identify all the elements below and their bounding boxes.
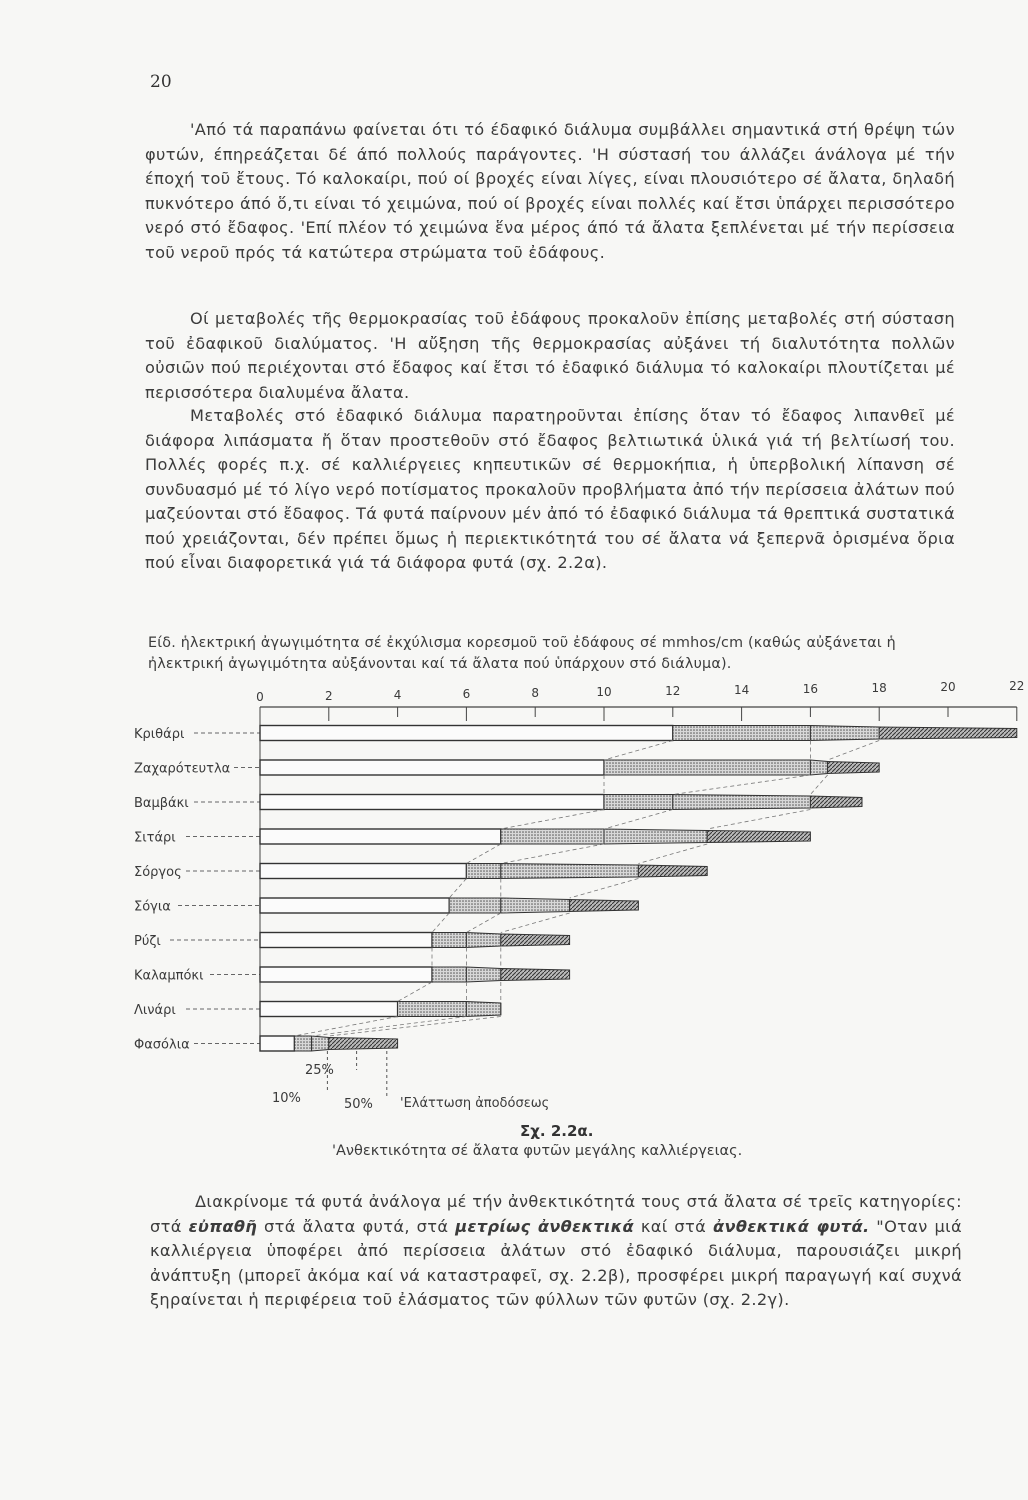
threshold-connector bbox=[312, 1017, 467, 1037]
threshold-connector bbox=[604, 741, 673, 761]
threshold-connector bbox=[673, 775, 811, 795]
x-tick-label: 18 bbox=[871, 681, 887, 695]
bar-segment-10-25 bbox=[398, 1002, 467, 1017]
page-number: 20 bbox=[150, 72, 172, 92]
paragraph-4-c: καί στά bbox=[634, 1216, 713, 1236]
paragraph-4-b: στά ἄλατα φυτά, στά bbox=[257, 1216, 456, 1236]
bar-segment-10-25 bbox=[432, 967, 466, 982]
bar-segment-50-100 bbox=[638, 865, 707, 877]
threshold-connector bbox=[329, 1017, 501, 1037]
bar-segment-50-100 bbox=[828, 762, 880, 774]
paragraph-4-em-tolerant: ἀνθεκτικά φυτά. bbox=[713, 1216, 870, 1236]
threshold-connector bbox=[828, 741, 880, 761]
bar-segment-10-25 bbox=[466, 864, 500, 879]
threshold-connector bbox=[570, 879, 639, 899]
bar-segment-0-10 bbox=[260, 933, 432, 948]
bar-segment-10-25 bbox=[673, 726, 811, 741]
paragraph-1-text: 'Από τά παραπάνω φαίνεται ότι τό έδαφικό διάλυμα συμβάλλει σημαντικά στή θρέψη τών φυτών, έπηρεάζεται δέ άπό πολλούς παράγοντες. 'Η σύστασή του άλλάζει άνάλογα μέ τήν έποχή τοῦ ἔτους. Τό καλοκαίρι, πού οί βροχές είναι λίγες, είναι πλουσιότερο σέ ἄλατα, δηλαδή πυκνότερο άπό ὅ,τι είναι τό χειμώνα, πού οί βροχές είναι πολλές καί ἔτσι ὑπάρχει περισσότερο νερό στό ἔδαφος. 'Επί πλέον τό χειμώνα ἕνα μέρος άπό τά ἄλατα ξεπλένεται μέ τήν περίσσεια τοῦ νεροῦ πρός τά κατώτερα στρώματα τοῦ ἐδάφους. bbox=[145, 120, 955, 262]
bar-segment-10-25 bbox=[604, 760, 810, 775]
bar-segment-25-50 bbox=[466, 967, 500, 982]
bar-segment-25-50 bbox=[501, 898, 570, 913]
bar-segment-25-50 bbox=[810, 726, 879, 741]
bar-segment-25-50 bbox=[604, 829, 707, 844]
threshold-connector bbox=[449, 879, 466, 899]
x-tick-label: 6 bbox=[462, 687, 471, 701]
threshold-connector bbox=[501, 810, 604, 830]
x-tick-label: 20 bbox=[940, 680, 956, 694]
bar-segment-50-100 bbox=[501, 934, 570, 946]
x-tick-label: 8 bbox=[531, 686, 540, 700]
bar-segment-50-100 bbox=[570, 900, 639, 912]
threshold-connector bbox=[466, 913, 500, 933]
bar-segment-50-100 bbox=[810, 796, 862, 808]
figure-caption: 'Ανθεκτικότητα σέ ἄλατα φυτῶν μεγάλης καλλιέργειας. bbox=[332, 1143, 743, 1159]
legend-reduction-label: 'Ελάττωση ἀποδόσεως bbox=[400, 1096, 550, 1111]
bar-segment-25-50 bbox=[312, 1036, 329, 1051]
x-tick-label: 14 bbox=[733, 683, 750, 697]
category-label: Βαμβάκι bbox=[134, 796, 189, 811]
category-label: Σιτάρι bbox=[134, 830, 176, 846]
category-label: Καλαμπόκι bbox=[134, 968, 204, 984]
legend-label-10: 10% bbox=[272, 1091, 301, 1106]
threshold-connector bbox=[810, 775, 827, 795]
x-tick-label: 16 bbox=[802, 682, 819, 696]
threshold-connector bbox=[501, 844, 604, 864]
category-label: Κριθάρι bbox=[134, 727, 185, 742]
threshold-connector bbox=[501, 913, 570, 933]
category-label: Λινάρι bbox=[134, 1003, 176, 1018]
bar-segment-0-10 bbox=[260, 967, 432, 982]
paragraph-4-em-moderate: μετρίως ἀνθεκτικά bbox=[455, 1216, 635, 1236]
bar-segment-0-10 bbox=[260, 726, 673, 741]
paragraph-3-text: Μεταβολές στό ἐδαφικό διάλυμα παρατηροῦνται ἐπίσης ὅταν τό ἔδαφος λιπανθεῖ μέ διάφορα λιπάσματα ἤ ὅταν προστεθοῦν στό ἔδαφος βελτιωτικά ὑλικά γιά τή βελτίωσή του. Πολλές φορές π.χ. σέ καλλιέργειες κηπευτικῶν σέ θερμοκήπια, ἡ ὑπερβολική λίπανση σέ συνδυασμό μέ τό λίγο νερό ποτίσματος προκαλοῦν προβλήματα ἀπό τήν περίσσεια ἀλάτων πού μαζεύονται στό ἔδαφος. Τά φυτά παίρνουν μέν ἀπό τό ἐδαφικό διάλυμα τά θρεπτικά συστατικά πού χρειάζονται, δέν πρέπει ὅμως ἡ περιεκτικότητά του σέ ἄλατα νά ξεπερνᾶ ὁρισμένα ὅρια πού εἶναι διαφορετικά γιά τά διάφορα φυτά (σχ. 2.2α). bbox=[145, 406, 955, 572]
figure-label: Σχ. 2.2α. bbox=[520, 1122, 594, 1140]
paragraph-4-d: "Οταν μιά καλλιέργεια ὑποφέρει ἀπό περίσσεια ἀλάτων στό ἐδαφικό διάλυμα, παρουσιάζει μικρή ἀνάπτυξη (μπορεῖ ἀκόμα καί νά καταστραφεῖ, σχ. 2.2β), προσφέρει μικρή παραγωγή καί συχνά ξηραίνεται ἡ περιφέρεια τοῦ ἐλάσματος τῶν φύλλων τῶν φυτῶν (σχ. 2.2γ). bbox=[150, 1216, 963, 1309]
threshold-connector bbox=[466, 844, 500, 864]
x-tick-label: 0 bbox=[256, 690, 264, 704]
bar-segment-10-25 bbox=[604, 795, 673, 810]
threshold-connector bbox=[398, 982, 432, 1002]
category-label: Ζαχαρότευτλα bbox=[134, 761, 231, 777]
bar-segment-25-50 bbox=[466, 933, 500, 948]
category-label: Σόγια bbox=[134, 899, 171, 915]
legend-label-50: 50% bbox=[344, 1097, 373, 1112]
legend-label-25: 25% bbox=[305, 1063, 334, 1078]
bar-segment-50-100 bbox=[501, 969, 570, 981]
bar-segment-0-10 bbox=[260, 898, 449, 913]
bar-segment-0-10 bbox=[260, 795, 604, 810]
bar-segment-10-25 bbox=[501, 829, 604, 844]
chart-axis-caption: Είδ. ἡλεκτρική ἀγωγιμότητα σέ ἐκχύλισμα κορεσμοῦ τοῦ ἐδάφους σέ mmhos/cm (καθώς αὐξάνεται ἡ ἠλεκτρική ἀγωγιμότητα αὐξάνονται καί τά ἄλατα πού ὑπάρχουν στό διάλυμα). bbox=[148, 635, 896, 672]
category-label: Φασόλια bbox=[134, 1037, 190, 1053]
bar-segment-0-10 bbox=[260, 864, 466, 879]
bar-segment-10-25 bbox=[432, 933, 466, 948]
x-tick-label: 10 bbox=[596, 685, 612, 699]
bar-segment-0-10 bbox=[260, 829, 501, 844]
bar-segment-25-50 bbox=[501, 864, 639, 879]
x-tick-label: 2 bbox=[324, 689, 333, 703]
bar-segment-50-100 bbox=[329, 1038, 398, 1050]
category-label: Σόργος bbox=[134, 865, 182, 880]
bar-segment-25-50 bbox=[810, 760, 827, 775]
paragraph-4 bbox=[150, 1190, 962, 1313]
bar-segment-25-50 bbox=[673, 795, 811, 810]
bar-segment-50-100 bbox=[879, 727, 1017, 739]
bar-segment-0-10 bbox=[260, 760, 604, 775]
x-tick-label: 4 bbox=[393, 688, 402, 702]
paragraph-2-text: Οί μεταβολές τῆς θερμοκρασίας τοῦ ἐδάφους προκαλοῦν ἐπίσης μεταβολές στή σύσταση τοῦ ἐδαφικοῦ διαλύματος. 'Η αὔξηση τῆς θερμοκρασίας αὐξάνει τή διαλυτότητα πολλῶν οὐσιῶν πού περιέχονται στό ἔδαφος καί ἔτσι τό ἐδαφικό διάλυμα τό καλοκαίρι πλουτίζεται μέ περισσότερα διαλυμένα ἄλατα. bbox=[145, 309, 955, 402]
bars bbox=[134, 726, 1017, 1053]
threshold-connector bbox=[604, 810, 673, 830]
category-label: Ρύζι bbox=[134, 934, 161, 949]
x-tick-label: 22 bbox=[1009, 679, 1025, 693]
threshold-connector bbox=[294, 1017, 397, 1037]
x-tick-label: 12 bbox=[665, 684, 681, 698]
threshold-connector bbox=[432, 913, 449, 933]
bar-segment-0-10 bbox=[260, 1036, 294, 1051]
paragraph-4-a: Διακρίνομε τά φυτά ἀνάλογα μέ τήν ἀνθεκτικότητά τους στά ἄλατα σέ τρεῖς κατηγορίες: στά bbox=[150, 1192, 962, 1236]
paragraph-4-em-sensitive: εὐπαθῆ bbox=[188, 1216, 258, 1236]
legend bbox=[272, 1051, 549, 1112]
bar-segment-10-25 bbox=[294, 1036, 311, 1051]
bar-segment-50-100 bbox=[707, 831, 810, 843]
threshold-connector bbox=[707, 810, 810, 830]
threshold-connector bbox=[638, 844, 707, 864]
bar-segment-25-50 bbox=[466, 1002, 500, 1017]
bar-segment-10-25 bbox=[449, 898, 501, 913]
bar-segment-0-10 bbox=[260, 1002, 398, 1017]
